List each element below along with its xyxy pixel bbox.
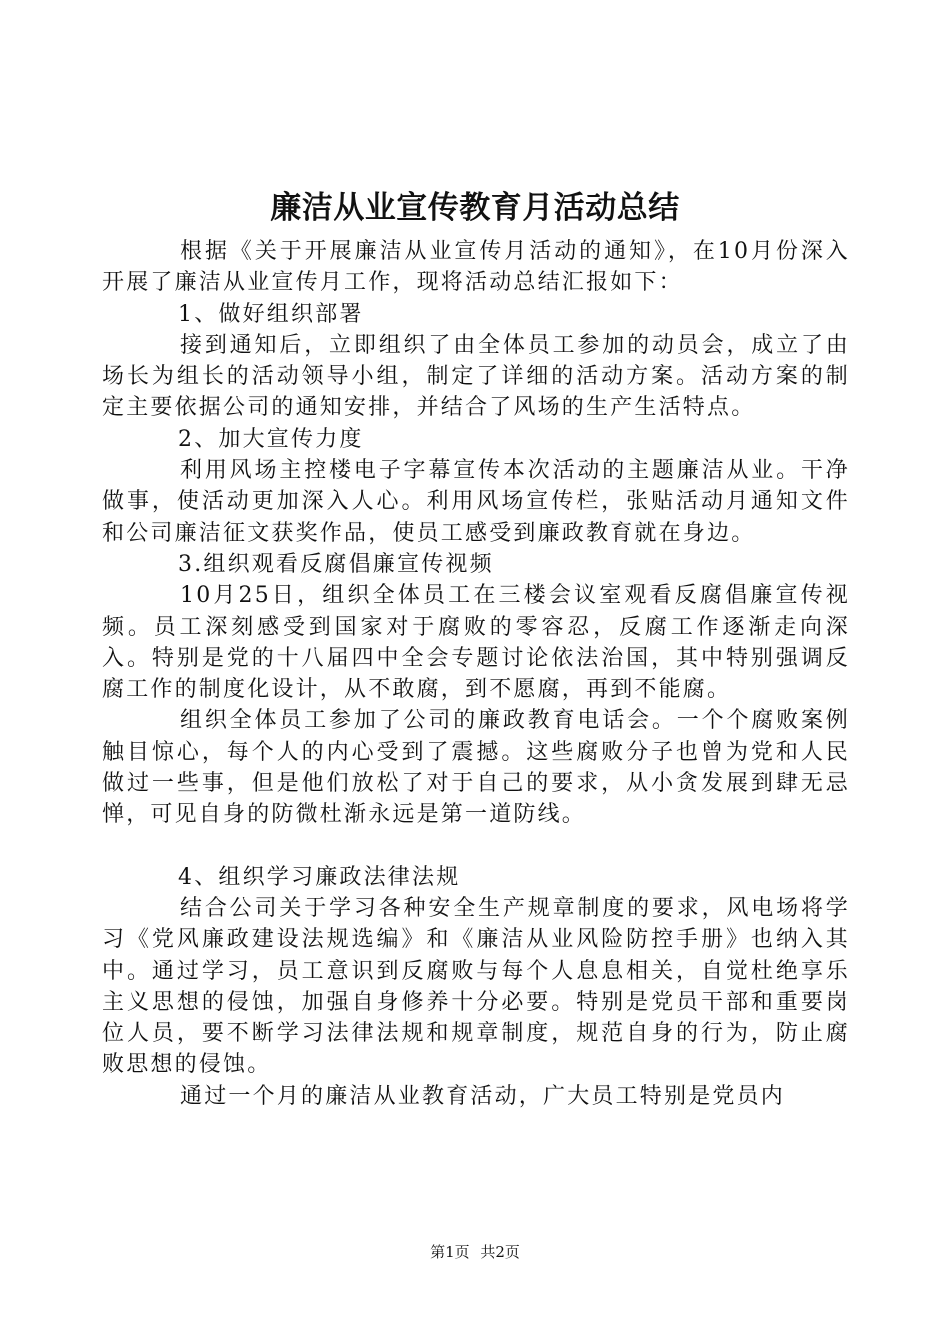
page-footer [0, 1242, 950, 1262]
section-1-paragraph: 接到通知后，立即组织了由全体员工参加的动员会，成立了由场长为组长的活动领导小组，制定了详细的活动方案。活动方案的制定主要依据公司的通知安排，并结合了风场的生产生活特点。 [102, 332, 850, 421]
document-title: 廉洁从业宣传教育月活动总结 [270, 190, 680, 226]
section-heading-1: 1、做好组织部署 [178, 301, 364, 327]
section-heading-3: 3.组织观看反腐倡廉宣传视频 [178, 551, 494, 577]
document-body [102, 236, 850, 1112]
intro-paragraph: 根据《关于开展廉洁从业宣传月活动的通知》，在10月份深入开展了廉洁从业宣传月工作，现将活动总结汇报如下： [102, 239, 850, 296]
section-3-paragraph-1: 10月25日，组织全体员工在三楼会议室观看反腐倡廉宣传视频。员工深刻感受到国家对于腐败的零容忍，反腐工作逐渐走向深入。特别是党的十八届四中全会专题讨论依法治国，其中特别强调反腐工作的制度化设计，从不敢腐，到不愿腐，再到不能腐。 [102, 583, 850, 703]
section-2-paragraph: 利用风场主控楼电子字幕宣传本次活动的主题廉洁从业。干净做事，使活动更加深入人心。利用风场宣传栏，张贴活动月通知文件和公司廉洁征文获奖作品，使员工感受到廉政教育就在身边。 [102, 458, 850, 546]
section-heading-4: 4、组织学习廉政法律法规 [178, 864, 461, 890]
section-heading-2: 2、加大宣传力度 [178, 426, 364, 452]
page-number: 第1页 [430, 1243, 470, 1261]
section-3-paragraph-2: 组织全体员工参加了公司的廉政教育电话会。一个个腐败案例触目惊心，每个人的内心受到了震撼。这些腐败分子也曾为党和人民做过一些事，但是他们放松了对于自己的要求，从小贪发展到肆无忌惮，可见自身的防微杜渐永远是第一道防线。 [102, 708, 850, 828]
blank-line [102, 831, 850, 862]
closing-paragraph: 通过一个月的廉洁从业教育活动，广大员工特别是党员内 [180, 1083, 786, 1109]
section-4-paragraph: 结合公司关于学习各种安全生产规章制度的要求，风电场将学习《党风廉政建设法规选编》和《廉洁从业风险防控手册》也纳入其中。通过学习，员工意识到反腐败与每个人息息相关，自觉杜绝享乐主义思想的侵蚀，加强自身修养十分必要。特别是党员干部和重要岗位人员，要不断学习法律法规和规章制度，规范自身的行为，防止腐败思想的侵蚀。 [102, 895, 850, 1078]
page-total: 共2页 [480, 1243, 520, 1261]
